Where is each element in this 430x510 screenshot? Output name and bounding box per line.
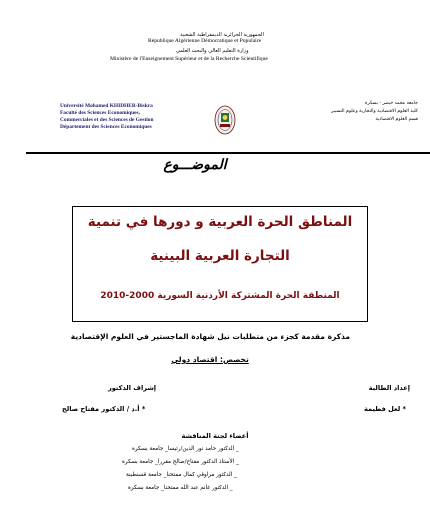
faculty-line-2: Commerciales et des Sciences de Gestion (60, 117, 154, 123)
title-line-2: التجارة العربية البينية (150, 248, 290, 264)
student-name: * لعل فطيمة (364, 405, 406, 413)
french-republic-line: République Algérienne Démocratique et Populaire (148, 38, 262, 44)
faculty-line-1: Faculté des Sciences Economiques, (60, 110, 140, 116)
french-ministry-line: Ministère de l'Enseignement Supérieur et de la Recherche Scientifique (110, 56, 268, 62)
specialization-line: تخصص: اقتصاد دولي (171, 355, 249, 364)
committee-member: _ الدكتور حامد نور الدين/رئيسا_ جامعة بسكرة (132, 446, 239, 452)
title-line-3: المنطقة الحرة المشتركة الأردنية السورية 2000-2010 (100, 291, 340, 301)
title-box (72, 206, 368, 322)
arabic-republic-line: الجمهورية الجزائرية الديمقراطية الشعبية (180, 32, 264, 38)
subject-label: الموضـــوع (163, 157, 227, 173)
arabic-faculty-line: كلية العلوم الاقتصادية والتجارية وعلوم التسيير (331, 109, 418, 114)
committee-member: _ الدكتور مراوقي كمال ممتحنا_ جامعة قسنطينة (126, 472, 237, 478)
arabic-ministry-line: وزارة التعليم العالي والبحث العلمي (176, 48, 249, 54)
arabic-department-line: قسم العلوم الاقتصادية (375, 117, 418, 122)
supervisor-label: إشراف الدكتور (108, 384, 157, 392)
title-line-1: المناطق الحرة العربية و دورها في تنمية (87, 214, 353, 230)
committee-member: _ الأستاذ الدكتور مفتاح/صالح مقررا_ جامعة بسكرة (122, 459, 239, 465)
header-divider (26, 152, 430, 154)
university-seal-icon (214, 105, 236, 135)
student-label: إعداد الطالبة (368, 384, 410, 392)
memo-statement: مذكرة مقدمة كجزء من متطلبات نيل شهادة الماجستير في العلوم الإقتصادية (70, 332, 350, 341)
arabic-university-name: جامعة محمد خيضر - بسكرة (365, 101, 418, 106)
university-name: Université Mohamed KHIDHER-Biskra (60, 103, 153, 109)
department-line: Département des Sciences Economiques (60, 124, 152, 130)
committee-member: _ الدكتور غانم عبد الله ممتحنا_ جامعة بسكرة (128, 485, 233, 491)
supervisor-name: * أ.د / الدكتور مفتاح صالح (62, 405, 146, 413)
committee-title: أعضاء لجنة المناقشة (181, 432, 249, 440)
